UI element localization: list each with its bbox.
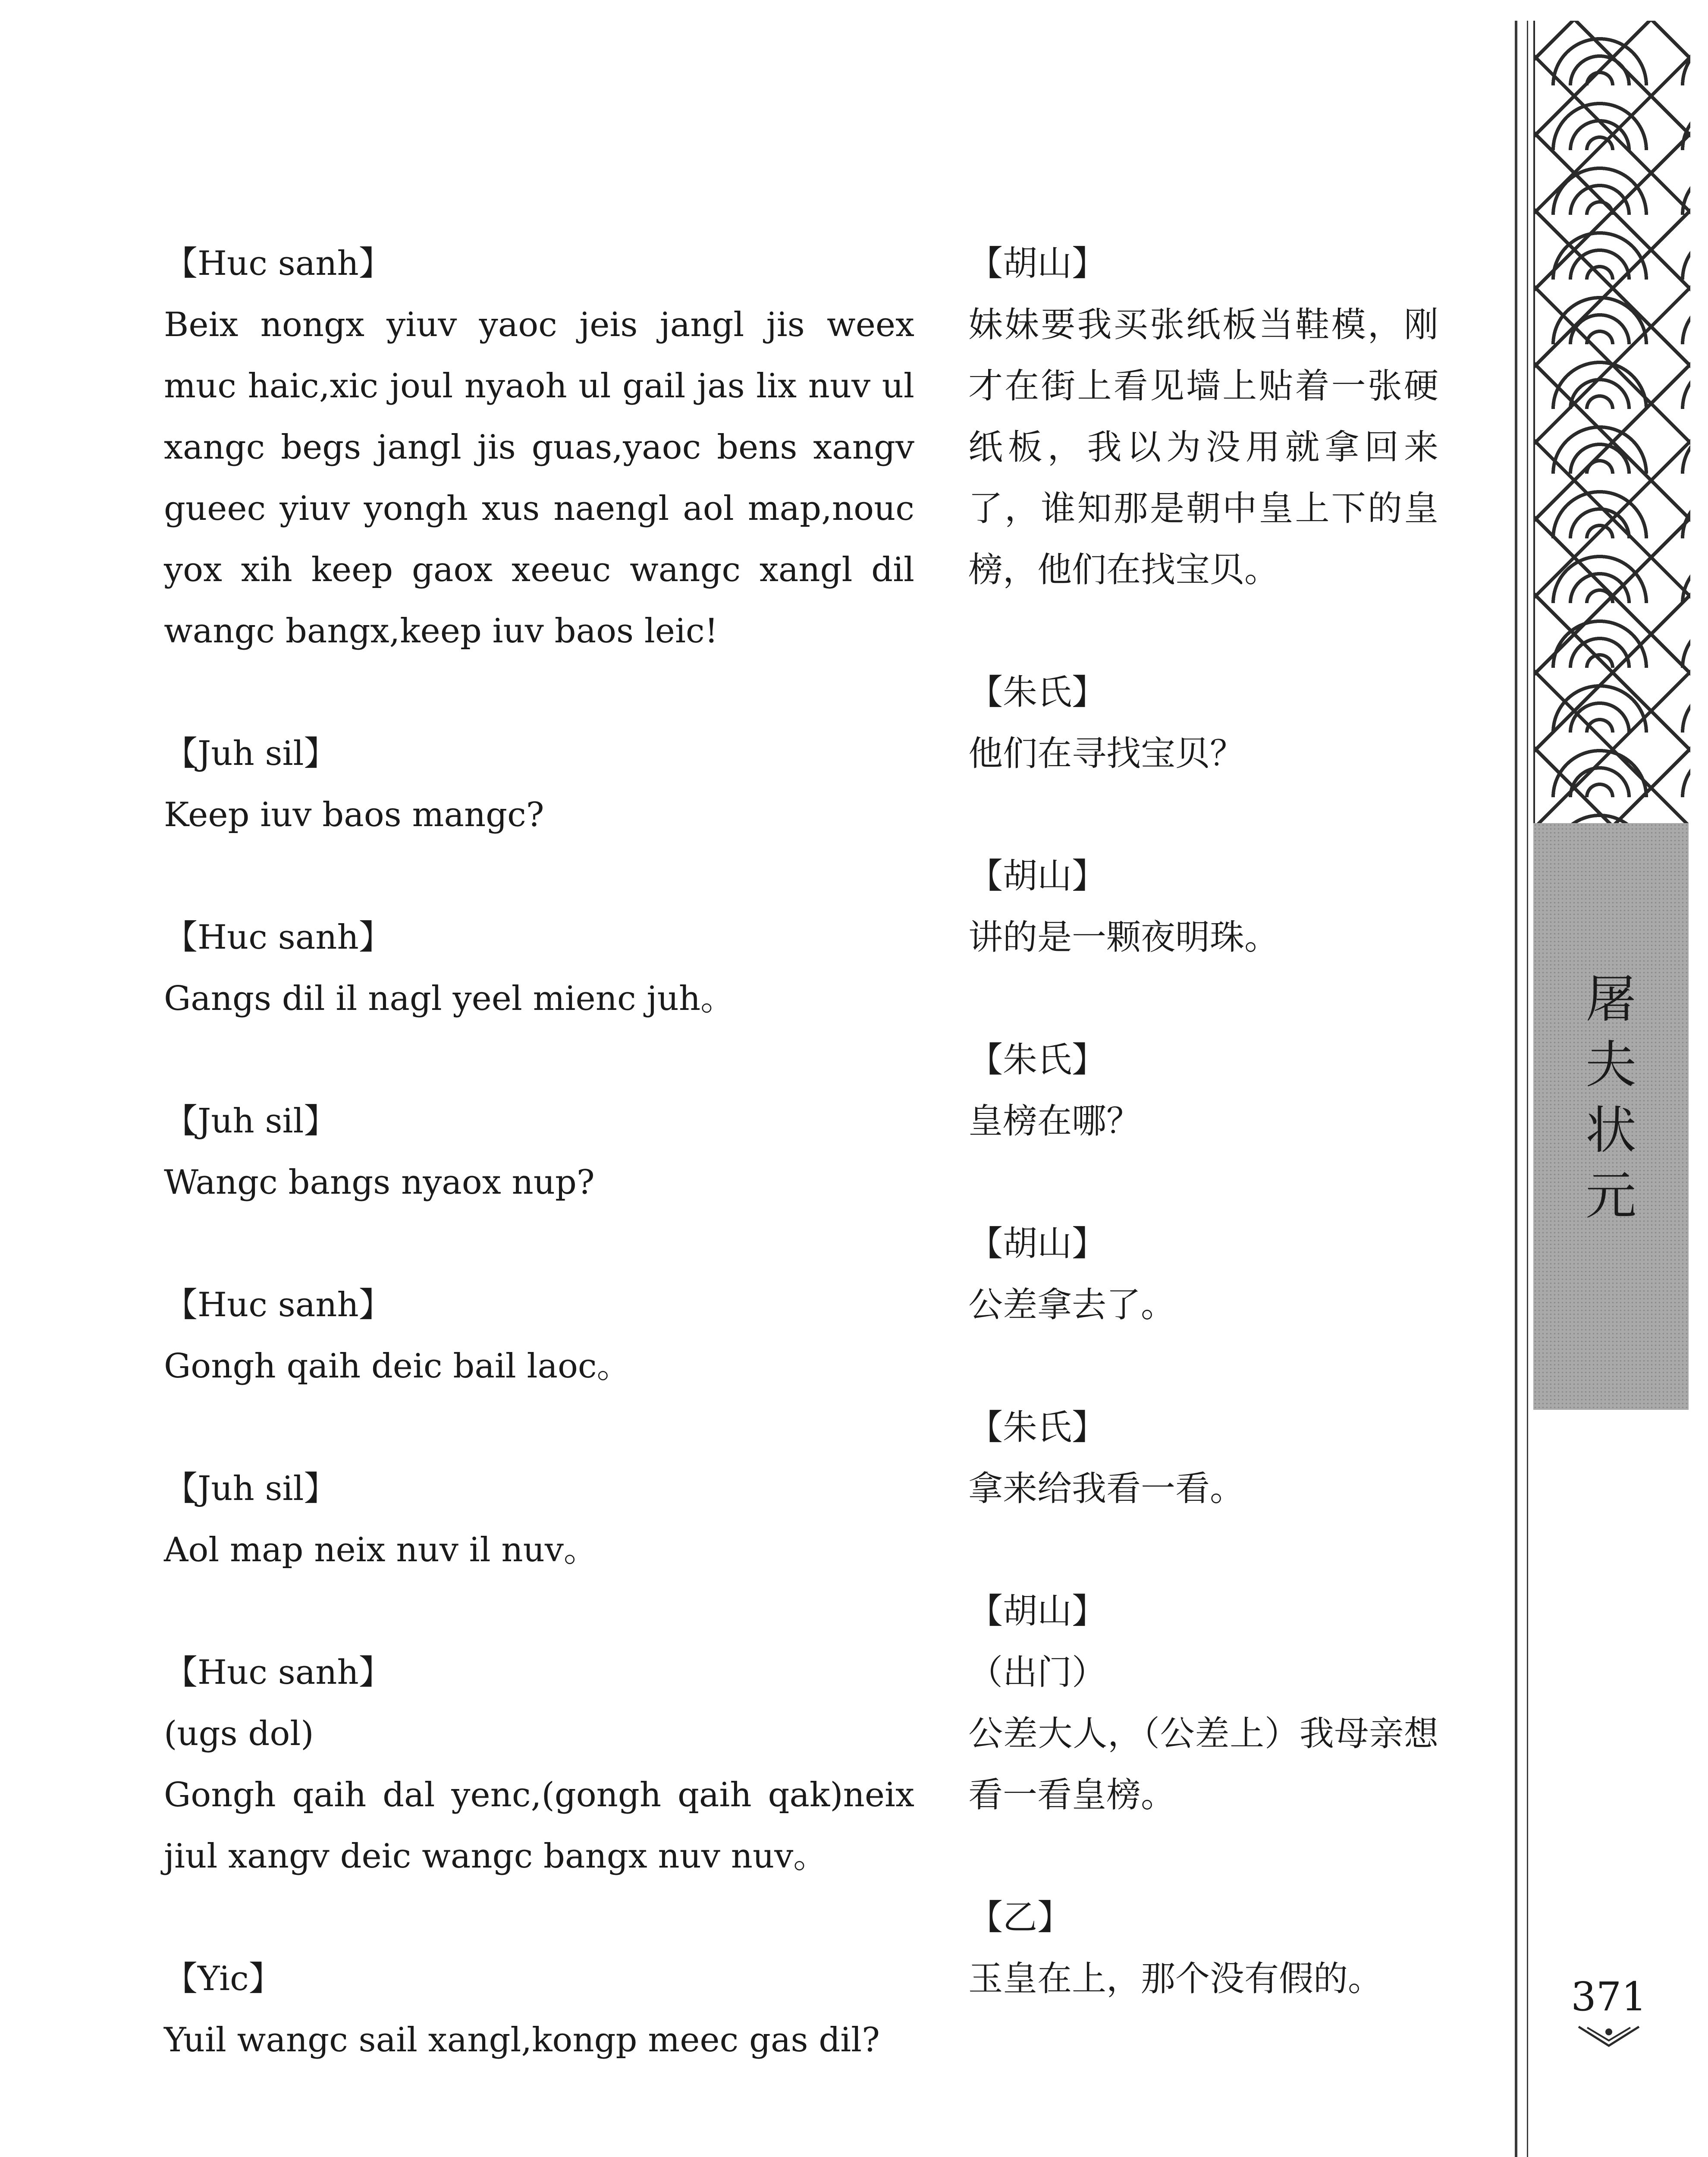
dialogue-line: 拿来给我看一看。 bbox=[968, 1468, 1244, 1509]
dong-text-column bbox=[164, 233, 914, 2071]
speaker-label: 【朱氏】 bbox=[968, 1407, 1106, 1447]
stage-direction: (ugs dol) bbox=[164, 1714, 314, 1753]
cloud-pattern-ornament bbox=[1533, 21, 1690, 823]
stage-direction: （出门） bbox=[968, 1652, 1106, 1692]
speaker-label: 【Juh sil】 bbox=[164, 734, 338, 773]
border-rule-inner bbox=[1527, 21, 1528, 2157]
dialogue-line: Wangc bangs nyaox nup? bbox=[164, 1163, 595, 1202]
page-ornament-icon bbox=[1576, 2023, 1641, 2049]
speaker-label: 【胡山】 bbox=[968, 243, 1106, 283]
title-char: 夫 bbox=[1585, 1035, 1636, 1094]
chinese-text-column bbox=[968, 233, 1438, 2009]
dialogue-line: Gongh qaih deic bail laoc。 bbox=[164, 1347, 631, 1386]
dialogue-line: 讲的是一颗夜明珠。 bbox=[968, 917, 1279, 957]
speaker-label: 【Juh sil】 bbox=[164, 1469, 338, 1508]
speaker-label: 【Huc sanh】 bbox=[164, 918, 392, 957]
speaker-label: 【胡山】 bbox=[968, 1223, 1106, 1264]
speaker-label: 【Huc sanh】 bbox=[164, 244, 392, 283]
dialogue-line: 他们在寻找宝贝？ bbox=[968, 733, 1244, 774]
dialogue-line: Aol map neix nuv il nuv。 bbox=[164, 1531, 597, 1569]
speaker-label: 【乙】 bbox=[968, 1897, 1072, 1937]
dialogue-line: 公差大人，（公差上）我母亲想看一看皇榜。 bbox=[968, 1714, 1438, 1815]
speaker-label: 【Yic】 bbox=[164, 1959, 283, 1998]
dialogue-line: Gangs dil il nagl yeel mienc juh。 bbox=[164, 979, 735, 1018]
dialogue-line: 玉皇在上，那个没有假的。 bbox=[968, 1959, 1382, 1999]
speaker-label: 【Huc sanh】 bbox=[164, 1653, 392, 1692]
title-char: 元 bbox=[1585, 1166, 1636, 1226]
dialogue-line: Beix nongx yiuv yaoc jeis jangl jis weex muc haic,xic joul nyaoh ul gail jas lix nuv ul xangc begs jangl jis guas,yaoc bens xangv gueec yiuv yongh xus naengl aol map,nouc yox xih keep gaox xeeuc wangc xangl dil wangc bangx,keep iuv baos leic! bbox=[164, 305, 914, 651]
title-char: 屠 bbox=[1585, 969, 1636, 1029]
dialogue-line: 妹妹要我买张纸板当鞋模，刚才在街上看见墙上贴着一张硬纸板，我以为没用就拿回来了，谁知那是朝中皇上下的皇榜，他们在找宝贝。 bbox=[968, 305, 1438, 590]
dialogue-line: 皇榜在哪？ bbox=[968, 1101, 1141, 1141]
speaker-label: 【胡山】 bbox=[968, 1591, 1106, 1631]
dialogue-line: 公差拿去了。 bbox=[968, 1285, 1175, 1325]
speaker-label: 【Huc sanh】 bbox=[164, 1286, 392, 1324]
book-title-vertical bbox=[1533, 966, 1689, 1229]
title-char: 状 bbox=[1585, 1101, 1636, 1160]
speaker-label: 【Juh sil】 bbox=[164, 1102, 338, 1141]
speaker-label: 【朱氏】 bbox=[968, 672, 1106, 712]
border-rule-outer bbox=[1515, 21, 1517, 2157]
dialogue-line: Yuil wangc sail xangl,kongp meec gas dil? bbox=[164, 2021, 880, 2060]
speaker-label: 【朱氏】 bbox=[968, 1040, 1106, 1080]
speaker-label: 【胡山】 bbox=[968, 856, 1106, 896]
dialogue-line: Keep iuv baos mangc? bbox=[164, 796, 544, 834]
page-number: 371 bbox=[1571, 1974, 1647, 2020]
dialogue-line: Gongh qaih dal yenc,(gongh qaih qak)neix jiul xangv deic wangc bangx nuv nuv。 bbox=[164, 1776, 914, 1876]
